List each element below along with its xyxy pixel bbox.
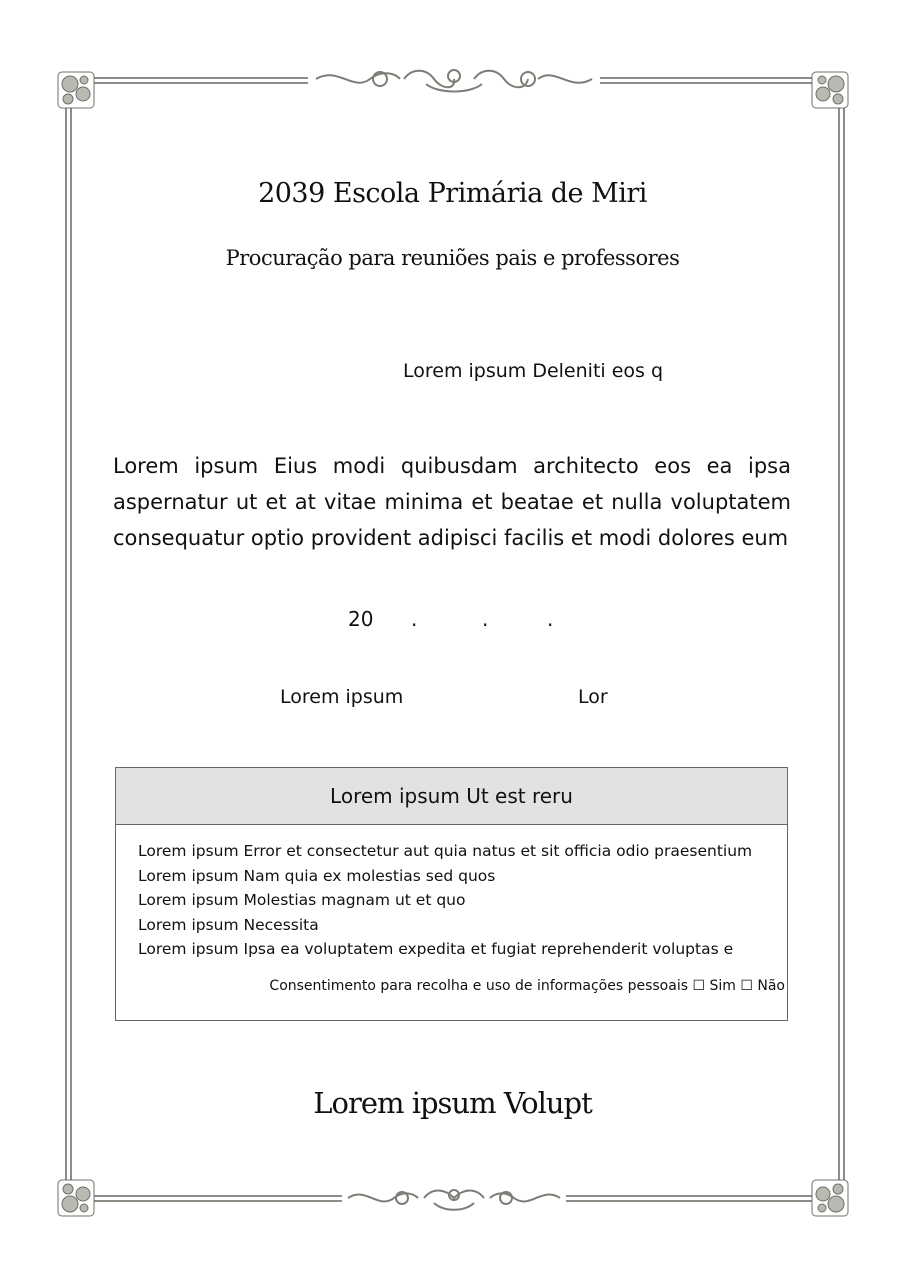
list-item: Lorem ipsum Necessita — [138, 915, 319, 934]
info-box-list — [116, 825, 787, 962]
consent-row — [269, 978, 785, 994]
corner-rose-icon — [56, 70, 96, 110]
consent-no-label: Não — [757, 978, 785, 994]
corner-rose-icon — [810, 70, 850, 110]
list-item: Lorem ipsum Nam quia ex molestias sed quos — [138, 866, 496, 885]
recipient-line: Lorem ipsum Deleniti eos q — [403, 360, 664, 382]
date-year-prefix: 20 — [348, 607, 374, 631]
info-box — [115, 767, 788, 1021]
info-box-heading: Lorem ipsum Ut est reru — [116, 768, 787, 825]
body-paragraph: Lorem ipsum Eius modi quibusdam architecto eos ea ipsa aspernatur ut et at vitae minima et beatae et nulla voluptatem consequatur optio provident adipisci facilis et modi dolores eum — [113, 454, 791, 550]
date-separator: . — [411, 607, 418, 631]
top-flourish-icon — [308, 62, 600, 96]
signature-right-label: Lor — [578, 686, 608, 708]
corner-rose-icon — [56, 1178, 96, 1218]
consent-no-checkbox-icon[interactable]: ☐ — [740, 978, 753, 994]
corner-rose-icon — [810, 1178, 850, 1218]
consent-yes-label: Sim — [709, 978, 736, 994]
school-name: 2039 Escola Primária de Miri — [258, 178, 647, 209]
bottom-flourish-icon — [342, 1182, 566, 1214]
consent-label: Consentimento para recolha e uso de informações pessoais — [269, 978, 689, 994]
list-item: Lorem ipsum Ipsa ea voluptatem expedita et fugiat reprehenderit voluptas e — [138, 940, 734, 959]
document-title: Procuração para reuniões pais e professores — [225, 246, 680, 270]
list-item: Lorem ipsum Error et consectetur aut quia natus et sit officia odio praesentium — [138, 842, 753, 860]
signature-left-label: Lorem ipsum — [280, 686, 404, 708]
list-item: Lorem ipsum Molestias magnam ut et quo — [138, 891, 466, 910]
closing-title: Lorem ipsum Volupt — [313, 1086, 592, 1120]
date-separator: . — [547, 607, 554, 631]
consent-yes-checkbox-icon[interactable]: ☐ — [692, 978, 706, 994]
date-separator: . — [482, 607, 489, 631]
